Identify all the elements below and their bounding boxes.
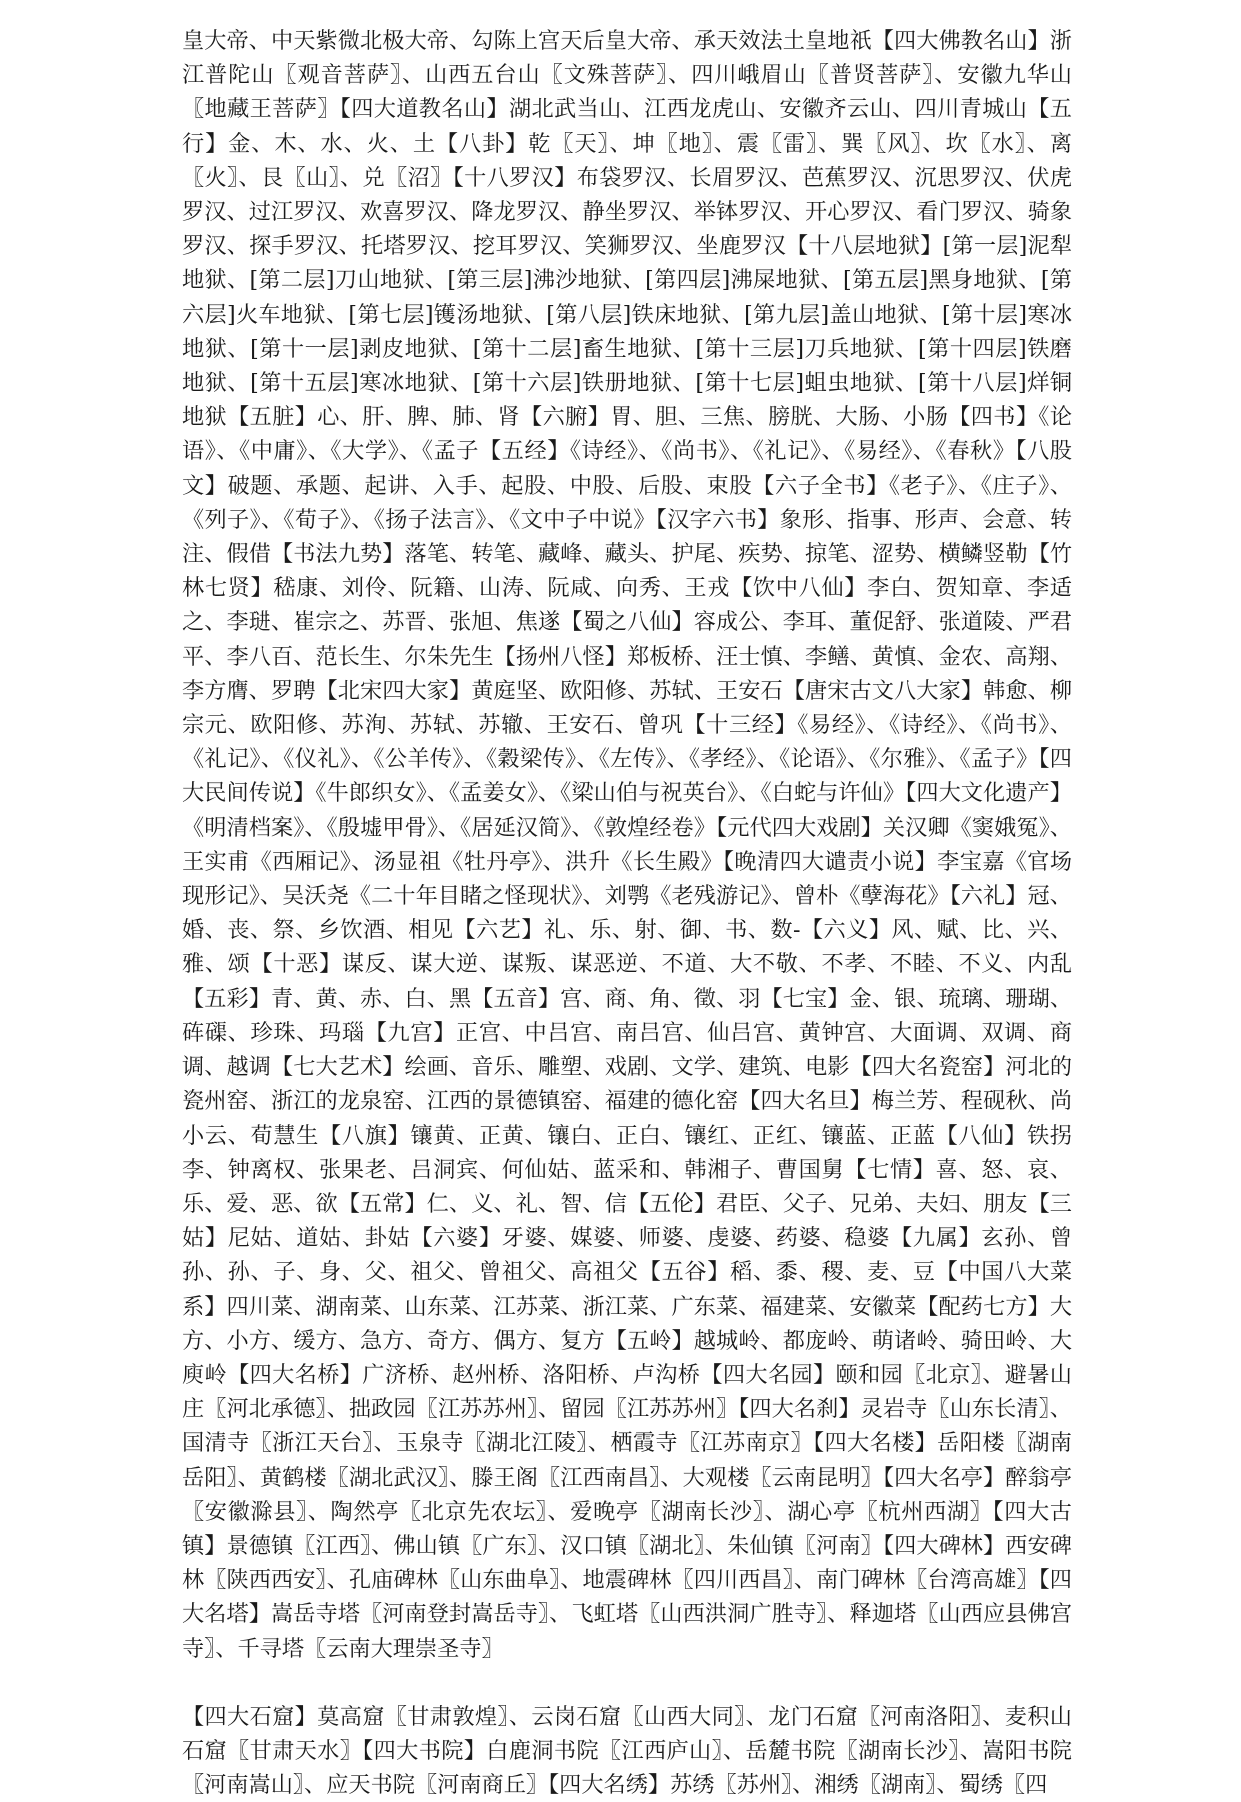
text-line: 曾朴《孽海花》【六礼】冠、婚、丧、祭、乡饮酒、相见【六艺】礼、乐、射、御、书、数- <box>182 883 1072 944</box>
text-line: 《论语》、《尔雅》、《孟子》【四大民间传说】《牛郎织女》、《孟姜女》、《梁山伯与祝英台》、 <box>182 746 1072 807</box>
text-line: 罗汉、欢喜罗汉、降龙罗汉、静坐罗汉、举钵罗汉、开心罗汉、看门罗汉、骑象罗汉、探手罗 <box>182 199 1073 260</box>
text-line: 汉〗、滕王阁〖江西南昌〗、大观楼〖云南昆明〗【四大名亭】醉翁亭〖安徽滁县〗、陶然亭〖北 <box>182 1464 1072 1525</box>
text-line: 〖河南嵩山〗、应天书院〖河南商丘〗【四大名绣】苏绣〖苏州〗、湘绣〖湖南〗、蜀绣〖四 <box>182 1772 1048 1799</box>
paragraph-main <box>182 24 1072 1666</box>
text-line: 东曲阜〗、地震碑林〖四川西昌〗、南门碑林〖台湾高雄〗【四大名塔】嵩岳寺塔〖河南登封嵩 <box>182 1567 1072 1628</box>
text-line: 岳寺〗、飞虹塔〖山西洪洞广胜寺〗、释迦塔〖山西应县佛宫寺〗、千寻塔〖云南大理崇圣寺〗 <box>182 1601 1072 1662</box>
text-line: 桥、汪士慎、李鳝、黄慎、金农、高翔、李方膺、罗聘【北宋四大家】黄庭坚、欧阳修、苏轼、 <box>182 643 1073 704</box>
text-line: 石窟〖甘肃天水〗【四大书院】白鹿洞书院〖江西庐山〗、岳麓书院〖湖南长沙〗、嵩阳书院 <box>182 1737 1072 1764</box>
text-line: 尼姑、道姑、卦姑【六婆】牙婆、媒婆、师婆、虔婆、药婆、稳婆【九属】玄孙、曾孙、孙、 <box>182 1225 1073 1286</box>
text-line: 刀山地狱、[第三层]沸沙地狱、[第四层]沸屎地狱、[第五层]黑身地狱、[第六层]火车地狱、 <box>182 267 1073 328</box>
text-line: 皇大帝、中天紫微北极大帝、勾陈上宫天后皇大帝、承天效法土皇地祇【四大佛教名山】浙江 <box>182 28 1072 89</box>
text-line: 窑】河北的瓷州窑、浙江的龙泉窑、江西的景德镇窑、福建的德化窑【四大名旦】梅兰芳、程 <box>182 1054 1073 1115</box>
text-line: 【四大石窟】莫高窟〖甘肃敦煌〗、云岗石窟〖山西大同〗、龙门石窟〖河南洛阳〗、麦积山 <box>182 1703 1072 1730</box>
text-line: [第七层]镬汤地狱、[第八层]铁床地狱、[第九层]盖山地狱、[第十层]寒冰地狱、[第十一层] <box>182 301 1073 362</box>
text-line: 峰、藏头、护尾、疾势、掠笔、涩势、横鳞竖勒【竹林七贤】嵇康、刘伶、阮籍、山涛、阮咸、 <box>182 541 1073 602</box>
text-line: 乐、爱、恶、欲【五常】仁、义、礼、智、信【五伦】君臣、父子、兄弟、夫妇、朋友【三姑】 <box>182 1190 1072 1252</box>
text-line: 王安石【唐宋古文八大家】韩愈、柳宗元、欧阳修、苏洵、苏轼、苏辙、王安石、曾巩【十三 <box>182 677 1073 739</box>
text-line: 【六义】风、赋、比、兴、雅、颂【十恶】谋反、谋大逆、谋叛、谋恶逆、不道、大不敬、不 <box>182 917 1073 978</box>
text-line: 起股、中股、后股、束股【六子全书】《老子》、《庄子》、《列子》、《荀子》、《扬子法言》、《文 <box>182 472 1073 533</box>
text-line: 剥皮地狱、[第十二层]畜生地狱、[第十三层]刀兵地狱、[第十四层]铁磨地狱、[第十五层]寒 <box>182 335 1072 397</box>
text-line: 经】《易经》、《诗经》、《尚书》、《礼记》、《仪礼》、《公羊传》、《穀梁传》、《左传》、《孝经》、 <box>182 712 1072 773</box>
text-line: 中子中说》【汉字六书】象形、指事、形声、会意、转注、假借【书法九势】落笔、转笔、藏 <box>182 506 1073 568</box>
text-line: 银、琉璃、珊瑚、砗磲、珍珠、玛瑙【九宫】正宫、中吕宫、南吕宫、仙吕宫、黄钟宫、大面 <box>182 985 1073 1046</box>
text-line: 王菩萨〗【四大道教名山】湖北武当山、江西龙虎山、安徽齐云山、四川青城山【五行】金、 <box>182 96 1072 157</box>
text-line: 调、双调、商调、越调【七大艺术】绘画、音乐、雕塑、戏剧、文学、建筑、电影【四大名瓷 <box>182 1019 1073 1081</box>
text-line: 〖江苏苏州〗、留园〖江苏苏州〗【四大名刹】灵岩寺〖山东长清〗、国清寺〖浙江天台〗、玉 <box>182 1396 1072 1457</box>
text-line: 砚秋、尚小云、荀慧生【八旗】镶黄、正黄、镶白、正白、镶红、正红、镶蓝、正蓝【八仙】 <box>182 1088 1073 1149</box>
text-line: 〖山〗、兑〖沼〗【十八罗汉】布袋罗汉、长眉罗汉、芭蕉罗汉、沉思罗汉、伏虎罗汉、过江 <box>182 164 1072 226</box>
text-line: 向秀、王戎【饮中八仙】李白、贺知章、李适之、李琎、崔宗之、苏晋、张旭、焦遂【蜀之八 <box>182 575 1072 636</box>
paragraph-continued <box>182 1700 1072 1802</box>
text-line: 子、身、父、祖父、曾祖父、高祖父【五谷】稻、黍、稷、麦、豆【中国八大菜系】四川菜、 <box>182 1259 1073 1320</box>
text-line: 清四大谴责小说】李宝嘉《官场现形记》、吴沃尧《二十年目睹之怪现状》、刘鹗《老残游记》、 <box>182 848 1073 910</box>
text-line: 仙】容成公、李耳、董促舒、张道陵、严君平、李八百、范长生、尔朱先生【扬州八怪】郑板 <box>182 609 1073 670</box>
text-line: 普陀山〖观音菩萨〗、山西五台山〖文殊菩萨〗、四川峨眉山〖普贤菩萨〗、安徽九华山〖地藏 <box>182 62 1072 123</box>
text-line: 〖广东〗、汉口镇〖湖北〗、朱仙镇〖河南〗【四大碑林】西安碑林〖陕西西安〗、孔庙碑林〖山 <box>182 1532 1072 1594</box>
text-line: 汉、托塔罗汉、挖耳罗汉、笑狮罗汉、坐鹿罗汉【十八层地狱】[第一层]泥犁地狱、[第二层] <box>182 233 1073 294</box>
text-line: 湖南菜、山东菜、江苏菜、浙江菜、广东菜、福建菜、安徽菜【配药七方】大方、小方、缓方、 <box>182 1293 1073 1354</box>
text-line: 济桥、赵州桥、洛阳桥、卢沟桥【四大名园】颐和园〖北京〗、避暑山庄〖河北承德〗、拙政园 <box>182 1361 1072 1423</box>
text-line: 泉寺〖湖北江陵〗、栖霞寺〖江苏南京〗【四大名楼】岳阳楼〖湖南岳阳〗、黄鹤楼〖湖北武 <box>182 1430 1072 1491</box>
text-line: 《白蛇与许仙》【四大文化遗产】《明清档案》、《殷墟甲骨》、《居延汉简》、《敦煌经卷》【元 <box>182 780 1072 841</box>
text-line: 木、水、火、土【八卦】乾〖天〗、坤〖地〗、震〖雷〗、巽〖风〗、坎〖水〗、离〖火〗、艮 <box>182 130 1073 191</box>
document-page <box>182 24 1072 1802</box>
text-line: 铁拐李、钟离权、张果老、吕洞宾、何仙姑、蓝采和、韩湘子、曹国舅【七情】喜、怒、哀、 <box>182 1122 1073 1183</box>
text-line: 急方、奇方、偶方、复方【五岭】越城岭、都庞岭、萌诸岭、骑田岭、大庾岭【四大名桥】广 <box>182 1327 1073 1388</box>
text-line: 脾、肺、肾【六腑】胃、胆、三焦、膀胱、大肠、小肠【四书】《论语》、《中庸》、《大学》、《孟 <box>182 404 1073 465</box>
text-line: 京先农坛〗、爱晚亭〖湖南长沙〗、湖心亭〖杭州西湖〗【四大古镇】景德镇〖江西〗、佛山镇 <box>182 1498 1072 1559</box>
text-line: 孝、不睦、不义、内乱【五彩】青、黄、赤、白、黑【五音】宫、商、角、徵、羽【七宝】金、 <box>182 951 1073 1012</box>
text-line: 代四大戏剧】关汉卿《窦娥冤》、王实甫《西厢记》、汤显祖《牡丹亭》、洪升《长生殿》【晚 <box>182 814 1072 875</box>
text-line: 冰地狱、[第十六层]铁册地狱、[第十七层]蛆虫地狱、[第十八层]烊铜地狱【五脏】心、肝、 <box>182 370 1073 431</box>
text-line: 子【五经】《诗经》、《尚书》、《礼记》、《易经》、《春秋》【八股文】破题、承题、起讲、入手、 <box>182 438 1072 499</box>
